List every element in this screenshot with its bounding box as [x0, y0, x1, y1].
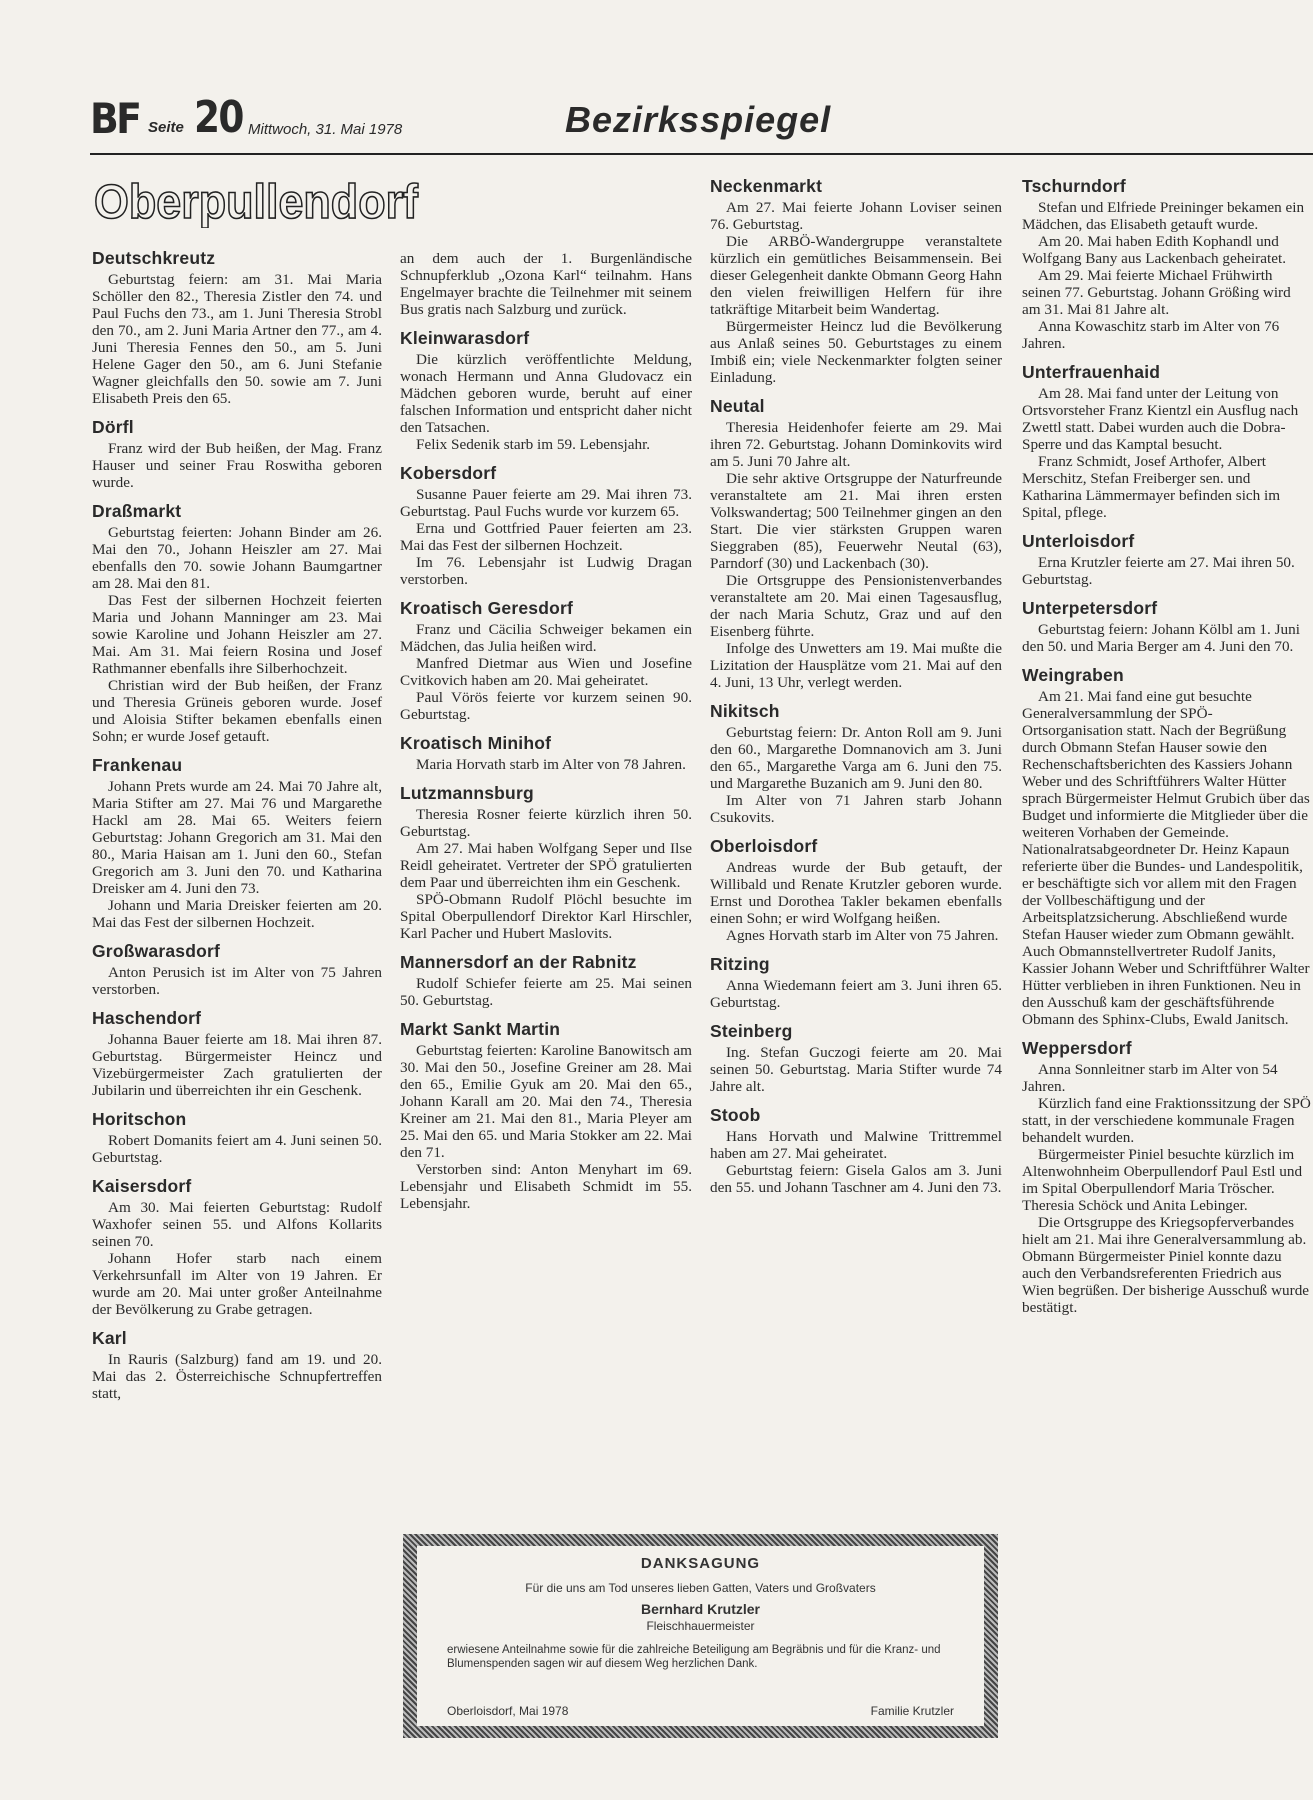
article-paragraph: Anna Kowaschitz starb im Alter von 76 Jahren.: [1022, 318, 1280, 352]
article-paragraph: Hans Horvath und Malwine Trittremmel haben am 27. Mai geheiratet.: [710, 1128, 1002, 1162]
article-headline: Weingraben: [1022, 665, 1124, 685]
article-paragraph: Felix Sedenik starb im 59. Lebensjahr.: [416, 436, 651, 453]
article-headline: Steinberg: [710, 1021, 793, 1041]
article-headline: Weppersdorf: [1022, 1038, 1132, 1058]
article-paragraph: an dem auch der 1. Burgenländische Schnupferklub „Ozona Karl“ teilnahm. Hans Engelmayer brachte die Teilnehmer mit seinem Bus gratis nach Salzburg und zurück.: [400, 250, 692, 318]
article: [1022, 665, 1312, 1028]
article-headline: Karl: [92, 1328, 127, 1348]
article-headline: Ritzing: [710, 954, 770, 974]
article-headline: Markt Sankt Martin: [400, 1019, 561, 1039]
notice-title: DANKSAGUNG: [640, 1555, 761, 1572]
article-paragraph: Das Fest der silbernen Hochzeit feierten Maria und Johann Manninger am 23. Mai sowie Karoline und Johann Heiszler am 27. Mai. Am 31. Mai feiern Rosina und Josef Rathmanner ebenfalls ihre Silberhochzeit.: [92, 592, 382, 677]
article: [92, 1109, 382, 1166]
article-headline: Unterpetersdorf: [1022, 598, 1158, 618]
article-headline: Tschurndorf: [1022, 176, 1126, 196]
article-paragraph: Kürzlich fand eine Fraktionssitzung der SPÖ statt, in der verschiedene kommunale Fragen behandelt wurden.: [1022, 1095, 1311, 1146]
article-headline: Kleinwarasdorf: [400, 328, 530, 348]
article-paragraph: Die Ortsgruppe des Kriegsopferverbandes hielt am 21. Mai ihre Generalversammlung ab. Obmann Bürgermeister Piniel konnte dazu auch den Verbandsreferenten Friedrich aus Wien begrüßen. Der bisherige Ausschuß wurde bestätigt.: [1022, 1214, 1310, 1316]
article-paragraph: Anna Wiedemann feiert am 3. Juni ihren 65. Geburtstag.: [710, 977, 1002, 1011]
article-paragraph: Theresia Heidenhofer feierte am 29. Mai ihren 72. Geburtstag. Johann Dominkovits wird am 5. Juni 70 Jahre alt.: [710, 419, 1002, 470]
article: [92, 1176, 382, 1318]
article-paragraph: Bürgermeister Piniel besuchte kürzlich im Altenwohnheim Oberpullendorf Paul Estl und im Spital Oberpullendorf Maria Tröscher. Theresia Schöck und Anita Lebinger.: [1022, 1146, 1303, 1214]
article-headline: Unterfrauenhaid: [1022, 362, 1161, 382]
article: [1022, 1038, 1312, 1316]
notice-place-date: Oberloisdorf, Mai 1978: [447, 1704, 569, 1718]
article-paragraph: Susanne Pauer feierte am 29. Mai ihren 73. Geburtstag. Paul Fuchs wurde vor kurzem 65.: [400, 486, 692, 520]
article-headline: Dörfl: [92, 417, 134, 437]
article: [400, 328, 692, 453]
article-paragraph: Franz Schmidt, Josef Arthofer, Albert Merschitz, Stefan Freiberger sen. und Katharina Lämmermayer befinden sich im Spital, pflege.: [1022, 453, 1281, 521]
article-paragraph: Im Alter von 71 Jahren starb Johann Csukovits.: [710, 792, 1002, 826]
article-paragraph: Robert Domanits feiert am 4. Juni seinen 50. Geburtstag.: [92, 1132, 382, 1166]
article: [92, 941, 382, 998]
article-paragraph: Anna Sonnleitner starb im Alter von 54 Jahren.: [1022, 1061, 1278, 1095]
page-label: Seite: [148, 119, 184, 136]
article-paragraph: Am 30. Mai feierten Geburtstag: Rudolf Waxhofer seinen 55. und Alfons Kollarits seinen 70.: [92, 1199, 382, 1250]
deceased-occupation: Fleischhauermeister: [646, 1619, 755, 1633]
obituary-notice: [403, 1534, 998, 1738]
article-paragraph: Die Ortsgruppe des Pensionistenverbandes veranstaltete am 20. Mai einen Tagesausflug, der nach Maria Schutz, Graz und auf den Eisenberg führte.: [710, 572, 1002, 640]
article-paragraph: Geburtstag feiern: am 31. Mai Maria Schöller den 82., Theresia Zistler den 74. und Paul Fuchs den 73., am 1. Juni Theresia Strobl den 70., am 2. Juni Maria Artner den 77., am 4. Juni Theresia Fennes den 50., am 5. Juni Helene Gager den 50., am 6. Juni Stefanie Wagner gleichfalls den 50. sowie am 7. Juni Elisabeth Preis den 65.: [92, 271, 382, 407]
article-paragraph: Am 28. Mai fand unter der Leitung von Ortsvorsteher Franz Kientzl ein Ausflug nach Zwettl statt. Dabei wurden auch die Dobra-Sperre und das Kamptal besucht.: [1022, 385, 1299, 453]
article: [710, 396, 1002, 691]
article: [1022, 362, 1312, 521]
article-headline: Frankenau: [92, 755, 183, 775]
article-headline: Mannersdorf an der Rabnitz: [400, 952, 637, 972]
notice-body: erwiesene Anteilnahme sowie für die zahlreiche Beteiligung am Begräbnis und für die Kranz- und Blumenspenden sagen wir auf diesem Weg herzlichen Dank.: [447, 1644, 941, 1670]
article-paragraph: Geburtstag feierten: Johann Binder am 26. Mai den 70., Johann Heiszler am 27. Mai ebenfalls den 70. sowie Johann Baumgartner am 28. Mai den 81.: [92, 524, 382, 592]
article-paragraph: Johann und Maria Dreisker feierten am 20. Mai das Fest der silbernen Hochzeit.: [92, 897, 382, 931]
article-paragraph: Erna und Gottfried Pauer feierten am 23. Mai das Fest der silbernen Hochzeit.: [400, 520, 692, 554]
article-headline: Kobersdorf: [400, 463, 497, 483]
article-headline: Lutzmannsburg: [400, 783, 534, 803]
article-paragraph: Maria Horvath starb im Alter von 78 Jahren.: [416, 756, 686, 773]
article-paragraph: Johann Prets wurde am 24. Mai 70 Jahre alt, Maria Stifter am 27. Mai 76 und Margarethe Hackl am 28. Mai 65. Weiters feiern Geburtstag: Johann Gregorich am 31. Mai den 80., Maria Haisan am 1. Juni den 60., Stefan Gregorich am 3. Juni den 70. und Katharina Dreisker am 4. Juni den 73.: [92, 778, 382, 897]
district-masthead-text: Oberpullendorf: [94, 176, 419, 228]
header-rule: [90, 153, 1313, 155]
article: [710, 954, 1002, 1011]
article-headline: Haschendorf: [92, 1008, 202, 1028]
article-headline: Oberloisdorf: [710, 836, 818, 856]
article-paragraph: Infolge des Unwetters am 19. Mai mußte die Lizitation der Hausplätze vom 21. Mai auf den 4. Juni, 13 Uhr, verlegt werden.: [710, 640, 1002, 691]
article: [1022, 598, 1312, 655]
article-paragraph: Geburtstag feiern: Dr. Anton Roll am 9. Juni den 60., Margarethe Domnanovich am 3. Juni den 65., Margarethe Varga am 6. Juni den 75. und Margarethe Buzanich am 9. Juni den 80.: [710, 724, 1002, 792]
article-paragraph: Ing. Stefan Guczogi feierte am 20. Mai seinen 50. Geburtstag. Maria Stifter wurde 74 Jahre alt.: [710, 1044, 1002, 1095]
article-paragraph: Erna Krutzler feierte am 27. Mai ihren 50. Geburtstag.: [1022, 554, 1295, 588]
article-paragraph: Die sehr aktive Ortsgruppe der Naturfreunde veranstaltete am 21. Mai ihren ersten Volkswandertag; 500 Teilnehmer gingen an den Start. Die vier stärksten Gruppen waren Sieggraben (85), Feuerwehr Neutal (63), Parndorf (30) und Lackenbach (30).: [710, 470, 1002, 572]
article-paragraph: Manfred Dietmar aus Wien und Josefine Cvitkovich haben am 20. Mai geheiratet.: [400, 655, 692, 689]
article-paragraph: Paul Vörös feierte vor kurzem seinen 90. Geburtstag.: [400, 689, 692, 723]
article: [1022, 531, 1312, 588]
newspaper-logo: BF: [90, 94, 140, 143]
article-paragraph: Geburtstag feiern: Johann Kölbl am 1. Juni den 50. und Maria Berger am 4. Juni den 70.: [1022, 621, 1300, 655]
article: [710, 1105, 1002, 1196]
article-headline: Neckenmarkt: [710, 176, 823, 196]
article-paragraph: Im 76. Lebensjahr ist Ludwig Dragan verstorben.: [400, 554, 692, 588]
article-headline: Horitschon: [92, 1109, 187, 1129]
article: [92, 248, 382, 407]
article: [710, 701, 1002, 826]
article-headline: Kroatisch Geresdorf: [400, 598, 574, 618]
article-paragraph: Die ARBÖ-Wandergruppe veranstaltete kürzlich ein gemütliches Beisammensein. Bei dieser Gelegenheit dankte Obmann Georg Hahn den vielen freiwilligen Helfern für ihre tatkräftige Mitarbeit beim Wandertag.: [710, 233, 1002, 318]
article-paragraph: Johann Hofer starb nach einem Verkehrsunfall im Alter von 19 Jahren. Er wurde am 20. Mai unter großer Anteilnahme der Bevölkerung zu Grabe getragen.: [92, 1250, 382, 1318]
article: [92, 755, 382, 931]
article-headline: Deutschkreutz: [92, 248, 216, 268]
article-paragraph: Christian wird der Bub heißen, der Franz und Theresia Grüneis geboren wurde. Josef und Aloisia Stifter bekamen ebenfalls einen Sohn; er wurde Josef getauft.: [92, 677, 382, 745]
article-paragraph: Franz wird der Bub heißen, der Mag. Franz Hauser und seiner Frau Roswitha geboren wurde.: [92, 440, 382, 491]
article: [1022, 176, 1312, 352]
article-headline: Großwarasdorf: [92, 941, 221, 961]
article-paragraph: Rudolf Schiefer feierte am 25. Mai seinen 50. Geburtstag.: [400, 975, 692, 1009]
column-2: [400, 250, 692, 1222]
article: [400, 463, 692, 588]
article: [400, 598, 692, 723]
article: [400, 250, 692, 318]
article-paragraph: Verstorben sind: Anton Menyhart im 69. Lebensjahr und Elisabeth Schmidt im 55. Lebensjahr.: [400, 1161, 692, 1212]
article: [92, 1008, 382, 1099]
column-3: [710, 176, 1002, 1206]
article: [400, 733, 692, 773]
article: [400, 783, 692, 942]
article: [92, 1328, 382, 1402]
article-headline: Draßmarkt: [92, 501, 182, 521]
article-paragraph: Anton Perusich ist im Alter von 75 Jahren verstorben.: [92, 964, 382, 998]
district-masthead-outline: [92, 172, 422, 228]
article-headline: Nikitsch: [710, 701, 780, 721]
article-paragraph: Franz und Cäcilia Schweiger bekamen ein Mädchen, das Julia heißen wird.: [400, 621, 692, 655]
article-headline: Kaisersdorf: [92, 1176, 192, 1196]
page-header: [90, 92, 1300, 154]
article-paragraph: Johanna Bauer feierte am 18. Mai ihren 87. Geburtstag. Bürgermeister Heincz und Vizebürgermeister Zach gratulierten der Jubilarin und überreichten ihr ein Geschenk.: [92, 1031, 382, 1099]
article-paragraph: Bürgermeister Heincz lud die Bevölkerung aus Anlaß seines 50. Geburtstages zu einem Imbiß ein; viele Neckenmarkter folgten seiner Einladung.: [710, 318, 1002, 386]
article-paragraph: Am 21. Mai fand eine gut besuchte Generalversammlung der SPÖ-Ortsorganisation statt. Nach der Begrüßung durch Obmann Stefan Hauser sowie den Rechenschaftsberichten des Kassiers Johann Weber und des Schriftführers Walter Hütter sprach Bürgermeister Helmut Grubich über das Budget und informierte die Mitglieder über die weiteren Vorhaben der Gemeinde. Nationalratsabgeordneter Dr. Heinz Kapaun referierte über die Bundes- und Landespolitik, er beschäftigte sich vor allem mit den Fragen der Vollbeschäftigung und der Arbeitsplatzsicherung. Abschließend wurde Stefan Hauser wieder zum Obmann gewählt. Auch Obmannstellvertreter Rudolf Janits, Kassier Johann Weber und Schriftführer Walter Hütter verblieben in ihren Funktionen. Neu in den Ausschuß kam der geschäftsführende Obmann des Sphinx-Clubs, Ewald Janitsch.: [1022, 688, 1310, 1028]
page-number: 20: [194, 92, 243, 143]
article-headline: Kroatisch Minihof: [400, 733, 552, 753]
section-title: Bezirksspiegel: [565, 99, 832, 140]
article-paragraph: Stefan und Elfriede Preininger bekamen ein Mädchen, das Elisabeth getauft wurde.: [1022, 199, 1305, 233]
article: [710, 176, 1002, 386]
article-paragraph: In Rauris (Salzburg) fand am 19. und 20. Mai das 2. Österreichische Schnupfertreffen statt,: [92, 1351, 382, 1402]
article-headline: Stoob: [710, 1105, 761, 1125]
article: [92, 501, 382, 745]
column-4: [1022, 176, 1312, 1756]
article-headline: Unterloisdorf: [1022, 531, 1135, 551]
notice-content: [417, 1546, 984, 1726]
notice-intro: Für die uns am Tod unseres lieben Gatten, Vaters und Großvaters: [525, 1581, 876, 1595]
article: [400, 1019, 692, 1212]
article-paragraph: Am 20. Mai haben Edith Kophandl und Wolfgang Bany aus Lackenbach geheiratet.: [1022, 233, 1287, 267]
article-paragraph: SPÖ-Obmann Rudolf Plöchl besuchte im Spital Oberpullendorf Direktor Karl Hirschler, Karl Pacher und Hubert Maslovits.: [400, 891, 692, 942]
district-masthead: [92, 172, 422, 228]
article-paragraph: Die kürzlich veröffentlichte Meldung, wonach Hermann und Anna Gludovacz ein Mädchen geboren wurde, beruht auf einer falschen Information und entspricht daher nicht den Tatsachen.: [400, 351, 692, 436]
article-paragraph: Am 27. Mai haben Wolfgang Seper und Ilse Reidl geheiratet. Vertreter der SPÖ gratulierten dem Paar und überreichten ihm ein Geschenk.: [400, 840, 692, 891]
deceased-name: Bernhard Krutzler: [640, 1601, 761, 1617]
article: [710, 836, 1002, 944]
article-paragraph: Agnes Horvath starb im Alter von 75 Jahren.: [726, 927, 999, 944]
article: [710, 1021, 1002, 1095]
column-1: [92, 248, 382, 1412]
article-headline: Neutal: [710, 396, 765, 416]
article-paragraph: Am 27. Mai feierte Johann Loviser seinen 76. Geburtstag.: [710, 199, 1002, 233]
article: [92, 417, 382, 491]
article-paragraph: Andreas wurde der Bub getauft, der Willibald und Renate Krutzler geboren wurde. Ernst und Dorothea Takler bekamen ebenfalls einen Sohn; er wird Wolfgang heißen.: [710, 859, 1002, 927]
article-paragraph: Theresia Rosner feierte kürzlich ihren 50. Geburtstag.: [400, 806, 692, 840]
article-paragraph: Am 29. Mai feierte Michael Frühwirth seinen 77. Geburtstag. Johann Größing wird am 31. Mai 81 Jahre alt.: [1022, 267, 1291, 318]
issue-date: Mittwoch, 31. Mai 1978: [248, 121, 403, 138]
notice-signature: Familie Krutzler: [870, 1704, 954, 1718]
article-paragraph: Geburtstag feierten: Karoline Banowitsch am 30. Mai den 50., Josefine Greiner am 28. Mai den 65., Emilie Gyuk am 20. Mai den 65., Johann Karall am 20. Mai den 74., Theresia Kreiner am 21. Mai den 81., Maria Pleyer am 25. Mai den 65. und Maria Stokker am 22. Mai den 71.: [400, 1042, 692, 1161]
article-paragraph: Geburtstag feiern: Gisela Galos am 3. Juni den 55. und Johann Taschner am 4. Juni den 73.: [710, 1162, 1002, 1196]
article: [400, 952, 692, 1009]
